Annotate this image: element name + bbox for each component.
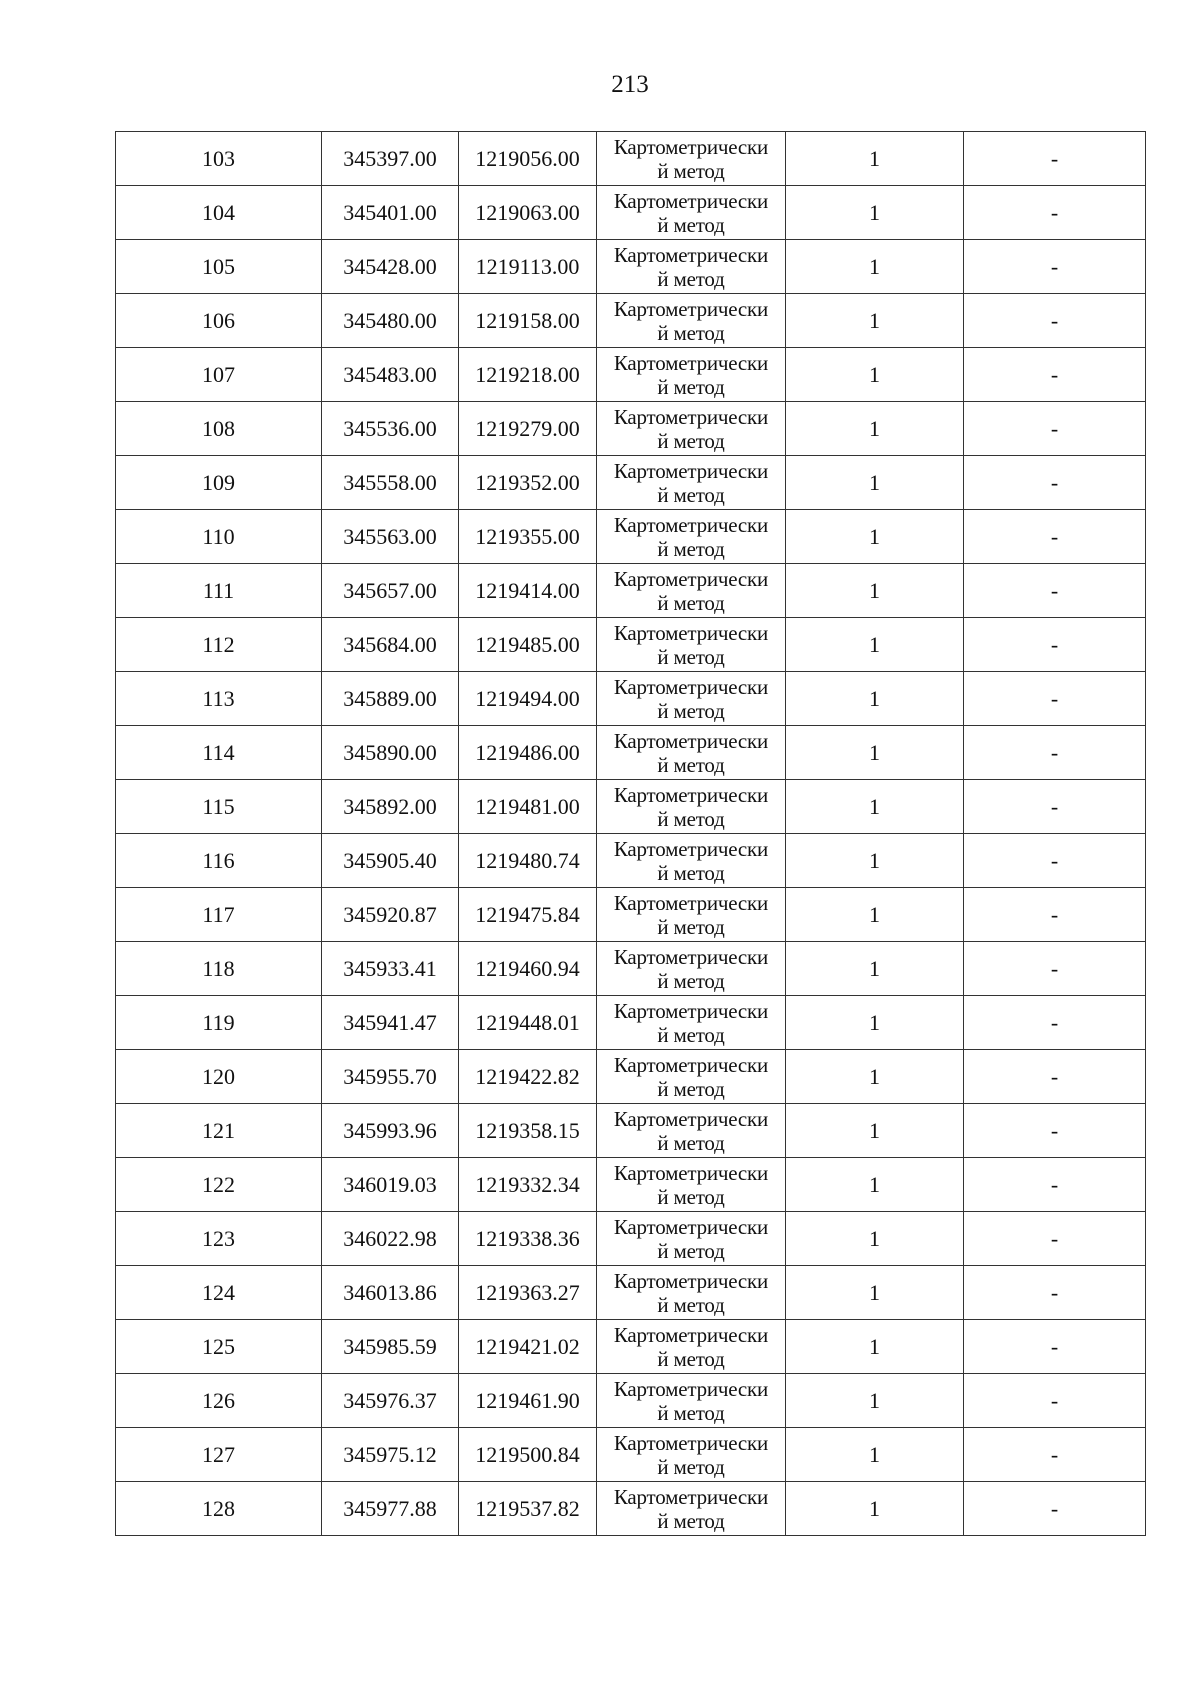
x-coordinate-cell: 345985.59	[322, 1320, 459, 1374]
y-coordinate-cell: 1219355.00	[459, 510, 597, 564]
coordinates-table	[115, 131, 1146, 1536]
coordinates-table-body	[116, 132, 1146, 1536]
y-coordinate-cell: 1219537.82	[459, 1482, 597, 1536]
y-coordinate-cell: 1219421.02	[459, 1320, 597, 1374]
method-line-2: й метод	[657, 1130, 725, 1155]
x-coordinate-cell: 345993.96	[322, 1104, 459, 1158]
method-line-1: Картометрически	[613, 944, 769, 969]
point-number-cell: 121	[116, 1104, 322, 1158]
table-row	[116, 996, 1146, 1050]
table-row	[116, 726, 1146, 780]
point-number-cell: 128	[116, 1482, 322, 1536]
y-coordinate-cell: 1219448.01	[459, 996, 597, 1050]
note-cell: -	[964, 834, 1146, 888]
note-cell: -	[964, 1428, 1146, 1482]
method-line-1: Картометрически	[613, 188, 769, 213]
method-line-2: й метод	[657, 212, 725, 237]
method-cell	[597, 1212, 786, 1266]
point-number-cell: 111	[116, 564, 322, 618]
point-number-cell: 103	[116, 132, 322, 186]
y-coordinate-cell: 1219481.00	[459, 780, 597, 834]
method-line-1: Картометрически	[613, 350, 769, 375]
method-line-2: й метод	[657, 1184, 725, 1209]
table-row	[116, 402, 1146, 456]
table-row	[116, 942, 1146, 996]
accuracy-cell: 1	[786, 348, 964, 402]
method-cell	[597, 456, 786, 510]
point-number-cell: 125	[116, 1320, 322, 1374]
point-number-cell: 107	[116, 348, 322, 402]
method-cell	[597, 348, 786, 402]
method-line-2: й метод	[657, 698, 725, 723]
accuracy-cell: 1	[786, 996, 964, 1050]
y-coordinate-cell: 1219500.84	[459, 1428, 597, 1482]
x-coordinate-cell: 345483.00	[322, 348, 459, 402]
point-number-cell: 116	[116, 834, 322, 888]
accuracy-cell: 1	[786, 186, 964, 240]
accuracy-cell: 1	[786, 618, 964, 672]
point-number-cell: 113	[116, 672, 322, 726]
method-line-2: й метод	[657, 860, 725, 885]
x-coordinate-cell: 346013.86	[322, 1266, 459, 1320]
table-row	[116, 186, 1146, 240]
y-coordinate-cell: 1219332.34	[459, 1158, 597, 1212]
accuracy-cell: 1	[786, 834, 964, 888]
x-coordinate-cell: 345889.00	[322, 672, 459, 726]
y-coordinate-cell: 1219486.00	[459, 726, 597, 780]
x-coordinate-cell: 345657.00	[322, 564, 459, 618]
note-cell: -	[964, 780, 1146, 834]
method-line-2: й метод	[657, 482, 725, 507]
x-coordinate-cell: 345977.88	[322, 1482, 459, 1536]
point-number-cell: 119	[116, 996, 322, 1050]
note-cell: -	[964, 564, 1146, 618]
table-row	[116, 672, 1146, 726]
page-number: 213	[611, 71, 649, 98]
method-cell	[597, 672, 786, 726]
accuracy-cell: 1	[786, 1104, 964, 1158]
note-cell: -	[964, 1050, 1146, 1104]
y-coordinate-cell: 1219485.00	[459, 618, 597, 672]
table-row	[116, 1266, 1146, 1320]
table-row	[116, 888, 1146, 942]
note-cell: -	[964, 1374, 1146, 1428]
method-line-1: Картометрически	[613, 728, 769, 753]
method-cell	[597, 1266, 786, 1320]
method-line-1: Картометрически	[613, 242, 769, 267]
table-row	[116, 780, 1146, 834]
y-coordinate-cell: 1219461.90	[459, 1374, 597, 1428]
x-coordinate-cell: 345892.00	[322, 780, 459, 834]
x-coordinate-cell: 345941.47	[322, 996, 459, 1050]
method-line-1: Картометрически	[613, 1376, 769, 1401]
note-cell: -	[964, 1104, 1146, 1158]
method-line-1: Картометрически	[613, 782, 769, 807]
point-number-cell: 120	[116, 1050, 322, 1104]
y-coordinate-cell: 1219475.84	[459, 888, 597, 942]
y-coordinate-cell: 1219338.36	[459, 1212, 597, 1266]
x-coordinate-cell: 345480.00	[322, 294, 459, 348]
method-line-1: Картометрически	[613, 620, 769, 645]
point-number-cell: 126	[116, 1374, 322, 1428]
accuracy-cell: 1	[786, 456, 964, 510]
note-cell: -	[964, 1266, 1146, 1320]
note-cell: -	[964, 348, 1146, 402]
table-row	[116, 1158, 1146, 1212]
point-number-cell: 114	[116, 726, 322, 780]
x-coordinate-cell: 345955.70	[322, 1050, 459, 1104]
accuracy-cell: 1	[786, 1266, 964, 1320]
method-line-1: Картометрически	[613, 1484, 769, 1509]
method-cell	[597, 564, 786, 618]
table-row	[116, 1212, 1146, 1266]
method-cell	[597, 1158, 786, 1212]
method-cell	[597, 510, 786, 564]
table-row	[116, 1482, 1146, 1536]
note-cell: -	[964, 294, 1146, 348]
y-coordinate-cell: 1219363.27	[459, 1266, 597, 1320]
accuracy-cell: 1	[786, 510, 964, 564]
method-line-2: й метод	[657, 1076, 725, 1101]
x-coordinate-cell: 345397.00	[322, 132, 459, 186]
note-cell: -	[964, 618, 1146, 672]
method-cell	[597, 1428, 786, 1482]
y-coordinate-cell: 1219414.00	[459, 564, 597, 618]
method-line-1: Картометрически	[613, 458, 769, 483]
point-number-cell: 124	[116, 1266, 322, 1320]
point-number-cell: 106	[116, 294, 322, 348]
y-coordinate-cell: 1219352.00	[459, 456, 597, 510]
method-line-2: й метод	[657, 1400, 725, 1425]
accuracy-cell: 1	[786, 780, 964, 834]
accuracy-cell: 1	[786, 1482, 964, 1536]
x-coordinate-cell: 345428.00	[322, 240, 459, 294]
accuracy-cell: 1	[786, 564, 964, 618]
method-line-1: Картометрически	[613, 1214, 769, 1239]
table-row	[116, 132, 1146, 186]
x-coordinate-cell: 345563.00	[322, 510, 459, 564]
note-cell: -	[964, 1320, 1146, 1374]
x-coordinate-cell: 345401.00	[322, 186, 459, 240]
method-line-2: й метод	[657, 806, 725, 831]
x-coordinate-cell: 346019.03	[322, 1158, 459, 1212]
method-cell	[597, 942, 786, 996]
y-coordinate-cell: 1219494.00	[459, 672, 597, 726]
x-coordinate-cell: 345920.87	[322, 888, 459, 942]
note-cell: -	[964, 672, 1146, 726]
accuracy-cell: 1	[786, 1320, 964, 1374]
method-cell	[597, 834, 786, 888]
note-cell: -	[964, 996, 1146, 1050]
x-coordinate-cell: 345975.12	[322, 1428, 459, 1482]
x-coordinate-cell: 345933.41	[322, 942, 459, 996]
accuracy-cell: 1	[786, 942, 964, 996]
method-line-1: Картометрически	[613, 566, 769, 591]
x-coordinate-cell: 345558.00	[322, 456, 459, 510]
method-line-2: й метод	[657, 1508, 725, 1533]
x-coordinate-cell: 345536.00	[322, 402, 459, 456]
accuracy-cell: 1	[786, 402, 964, 456]
method-line-1: Картометрически	[613, 512, 769, 537]
y-coordinate-cell: 1219113.00	[459, 240, 597, 294]
table-row	[116, 1320, 1146, 1374]
method-line-2: й метод	[657, 1346, 725, 1371]
point-number-cell: 109	[116, 456, 322, 510]
method-cell	[597, 294, 786, 348]
note-cell: -	[964, 1212, 1146, 1266]
method-cell	[597, 1320, 786, 1374]
method-cell	[597, 1050, 786, 1104]
point-number-cell: 108	[116, 402, 322, 456]
point-number-cell: 104	[116, 186, 322, 240]
table-row	[116, 240, 1146, 294]
note-cell: -	[964, 456, 1146, 510]
accuracy-cell: 1	[786, 1158, 964, 1212]
method-line-1: Картометрически	[613, 674, 769, 699]
method-cell	[597, 132, 786, 186]
accuracy-cell: 1	[786, 1050, 964, 1104]
table-row	[116, 510, 1146, 564]
note-cell: -	[964, 726, 1146, 780]
x-coordinate-cell: 345890.00	[322, 726, 459, 780]
y-coordinate-cell: 1219063.00	[459, 186, 597, 240]
method-line-1: Картометрически	[613, 836, 769, 861]
note-cell: -	[964, 1482, 1146, 1536]
y-coordinate-cell: 1219279.00	[459, 402, 597, 456]
note-cell: -	[964, 132, 1146, 186]
table-row	[116, 834, 1146, 888]
method-line-1: Картометрически	[613, 404, 769, 429]
method-cell	[597, 726, 786, 780]
note-cell: -	[964, 510, 1146, 564]
note-cell: -	[964, 402, 1146, 456]
method-cell	[597, 888, 786, 942]
accuracy-cell: 1	[786, 240, 964, 294]
method-cell	[597, 618, 786, 672]
method-line-2: й метод	[657, 1238, 725, 1263]
table-row	[116, 1374, 1146, 1428]
point-number-cell: 123	[116, 1212, 322, 1266]
method-line-2: й метод	[657, 752, 725, 777]
method-line-2: й метод	[657, 914, 725, 939]
x-coordinate-cell: 346022.98	[322, 1212, 459, 1266]
method-line-1: Картометрически	[613, 1052, 769, 1077]
table-row	[116, 564, 1146, 618]
y-coordinate-cell: 1219158.00	[459, 294, 597, 348]
method-line-2: й метод	[657, 266, 725, 291]
y-coordinate-cell: 1219358.15	[459, 1104, 597, 1158]
point-number-cell: 122	[116, 1158, 322, 1212]
y-coordinate-cell: 1219056.00	[459, 132, 597, 186]
y-coordinate-cell: 1219480.74	[459, 834, 597, 888]
x-coordinate-cell: 345684.00	[322, 618, 459, 672]
method-line-1: Картометрически	[613, 1106, 769, 1131]
point-number-cell: 110	[116, 510, 322, 564]
table-row	[116, 1104, 1146, 1158]
method-line-2: й метод	[657, 968, 725, 993]
method-cell	[597, 996, 786, 1050]
method-line-1: Картометрически	[613, 998, 769, 1023]
accuracy-cell: 1	[786, 1374, 964, 1428]
method-cell	[597, 1482, 786, 1536]
note-cell: -	[964, 240, 1146, 294]
method-line-2: й метод	[657, 644, 725, 669]
method-line-2: й метод	[657, 1454, 725, 1479]
y-coordinate-cell: 1219218.00	[459, 348, 597, 402]
table-row	[116, 456, 1146, 510]
x-coordinate-cell: 345976.37	[322, 1374, 459, 1428]
accuracy-cell: 1	[786, 294, 964, 348]
method-line-2: й метод	[657, 1022, 725, 1047]
accuracy-cell: 1	[786, 672, 964, 726]
method-line-2: й метод	[657, 158, 725, 183]
table-row	[116, 1428, 1146, 1482]
method-line-2: й метод	[657, 1292, 725, 1317]
accuracy-cell: 1	[786, 132, 964, 186]
method-line-2: й метод	[657, 374, 725, 399]
point-number-cell: 118	[116, 942, 322, 996]
method-cell	[597, 780, 786, 834]
method-cell	[597, 1104, 786, 1158]
table-row	[116, 294, 1146, 348]
note-cell: -	[964, 186, 1146, 240]
note-cell: -	[964, 942, 1146, 996]
point-number-cell: 105	[116, 240, 322, 294]
accuracy-cell: 1	[786, 726, 964, 780]
table-row	[116, 618, 1146, 672]
method-cell	[597, 1374, 786, 1428]
point-number-cell: 117	[116, 888, 322, 942]
method-line-2: й метод	[657, 320, 725, 345]
table-row	[116, 1050, 1146, 1104]
method-line-1: Картометрически	[613, 134, 769, 159]
y-coordinate-cell: 1219422.82	[459, 1050, 597, 1104]
method-line-1: Картометрически	[613, 296, 769, 321]
point-number-cell: 115	[116, 780, 322, 834]
accuracy-cell: 1	[786, 888, 964, 942]
method-line-2: й метод	[657, 536, 725, 561]
method-cell	[597, 240, 786, 294]
note-cell: -	[964, 1158, 1146, 1212]
method-line-1: Картометрически	[613, 1430, 769, 1455]
method-line-2: й метод	[657, 590, 725, 615]
accuracy-cell: 1	[786, 1212, 964, 1266]
method-line-1: Картометрически	[613, 1268, 769, 1293]
accuracy-cell: 1	[786, 1428, 964, 1482]
method-cell	[597, 402, 786, 456]
point-number-cell: 127	[116, 1428, 322, 1482]
point-number-cell: 112	[116, 618, 322, 672]
x-coordinate-cell: 345905.40	[322, 834, 459, 888]
y-coordinate-cell: 1219460.94	[459, 942, 597, 996]
method-line-1: Картометрически	[613, 890, 769, 915]
table-row	[116, 348, 1146, 402]
note-cell: -	[964, 888, 1146, 942]
method-line-1: Картометрически	[613, 1160, 769, 1185]
method-line-1: Картометрически	[613, 1322, 769, 1347]
method-line-2: й метод	[657, 428, 725, 453]
method-cell	[597, 186, 786, 240]
